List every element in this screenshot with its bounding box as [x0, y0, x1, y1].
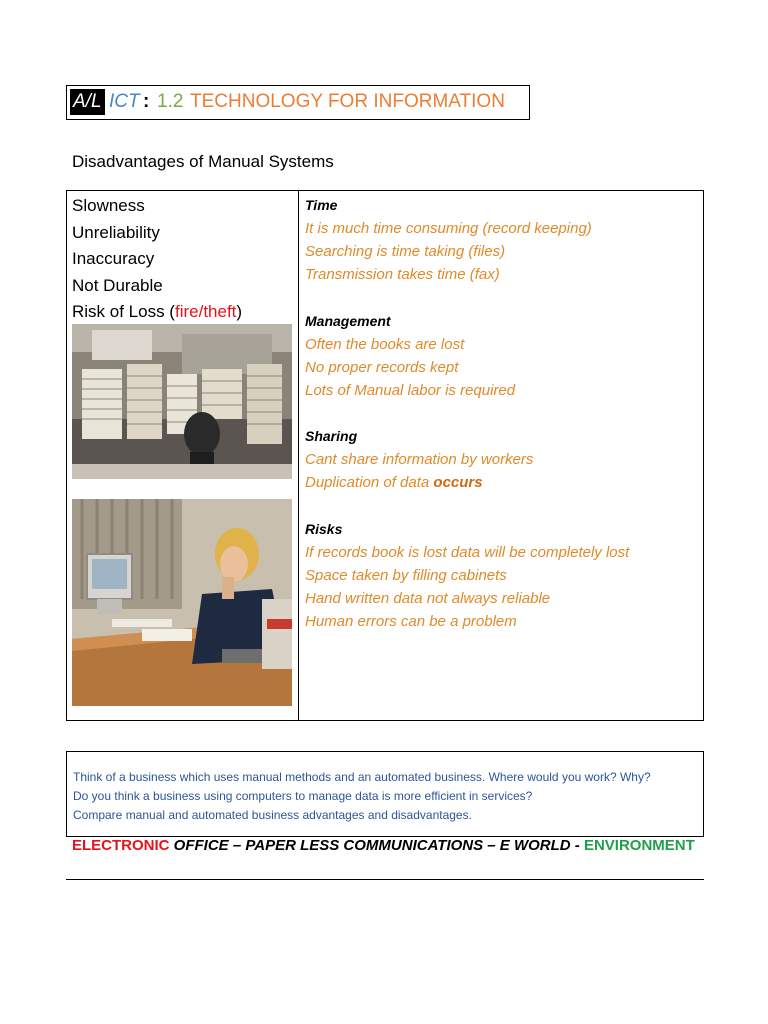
section-title-time: Time [305, 197, 338, 213]
list-item: Unreliability [72, 222, 160, 242]
section-item: It is much time consuming (record keeping) [305, 220, 592, 237]
title-box [66, 85, 530, 120]
section-item: Lots of Manual labor is required [305, 382, 516, 400]
tagline-environment: ENVIRONMENT [583, 837, 695, 854]
office-files-photo [72, 324, 292, 479]
risk-highlight: fire/theft [174, 302, 237, 321]
disadvantage-details [305, 194, 695, 633]
section-item: If records book is lost data will be completely lost [305, 543, 630, 561]
discussion-question: Do you think a business using computers to manage data is more efficient in services? [73, 789, 533, 803]
disadvantages-table [66, 190, 704, 721]
list-item: Inaccuracy [72, 249, 155, 268]
section-spacer [305, 495, 695, 518]
subject-label: ICT [109, 91, 140, 112]
column-divider [298, 191, 299, 720]
section-item: Space taken by filling cabinets [305, 566, 507, 584]
risk-suffix: ) [236, 302, 243, 321]
level-badge: A/L [70, 89, 105, 115]
section-spacer [305, 287, 695, 310]
section-item: Human errors can be a problem [305, 613, 517, 631]
unit-number: 1.2 [157, 91, 184, 112]
bottom-rule [66, 879, 704, 880]
risk-prefix: Risk of Loss ( [72, 302, 175, 321]
discussion-question: Think of a business which uses manual methods and an automated business. Where would you work? Why? [73, 770, 651, 784]
list-item: Slowness [72, 196, 145, 215]
section-item: No proper records kept [305, 358, 459, 376]
discussion-question: Compare manual and automated business advantages and disadvantages. [73, 808, 472, 822]
section-item: Transmission takes time (fax) [305, 266, 500, 284]
title-separator: : [143, 91, 150, 112]
section-item: Hand written data not always reliable [305, 590, 551, 608]
section-item: Searching is time taking (files) [305, 243, 506, 261]
disadvantage-list [72, 193, 242, 326]
office-files-illustration [72, 324, 292, 479]
section-item-duplication [305, 471, 695, 494]
list-item-risk [72, 299, 242, 326]
page-subheading: Disadvantages of Manual Systems [72, 152, 334, 171]
section-title-management: Management [305, 312, 391, 329]
section-spacer [305, 402, 695, 425]
office-worker-illustration [72, 499, 292, 706]
unit-title: TECHNOLOGY FOR INFORMATION [190, 91, 505, 112]
duplication-text: Duplication of data [305, 474, 434, 492]
section-item: Often the books are lost [305, 335, 465, 353]
section-item: Cant share information by workers [305, 451, 534, 469]
discussion-box [66, 751, 704, 837]
office-worker-photo [72, 499, 292, 706]
section-title-risks: Risks [305, 520, 343, 537]
occurs-emphasis: occurs [433, 474, 483, 492]
footer-tagline [72, 837, 695, 854]
tagline-middle: OFFICE – PAPER LESS COMMUNICATIONS – E WORLD - [169, 837, 584, 854]
tagline-electronic: ELECTRONIC [72, 837, 170, 854]
list-item: Not Durable [72, 275, 163, 295]
section-title-sharing: Sharing [305, 428, 358, 445]
